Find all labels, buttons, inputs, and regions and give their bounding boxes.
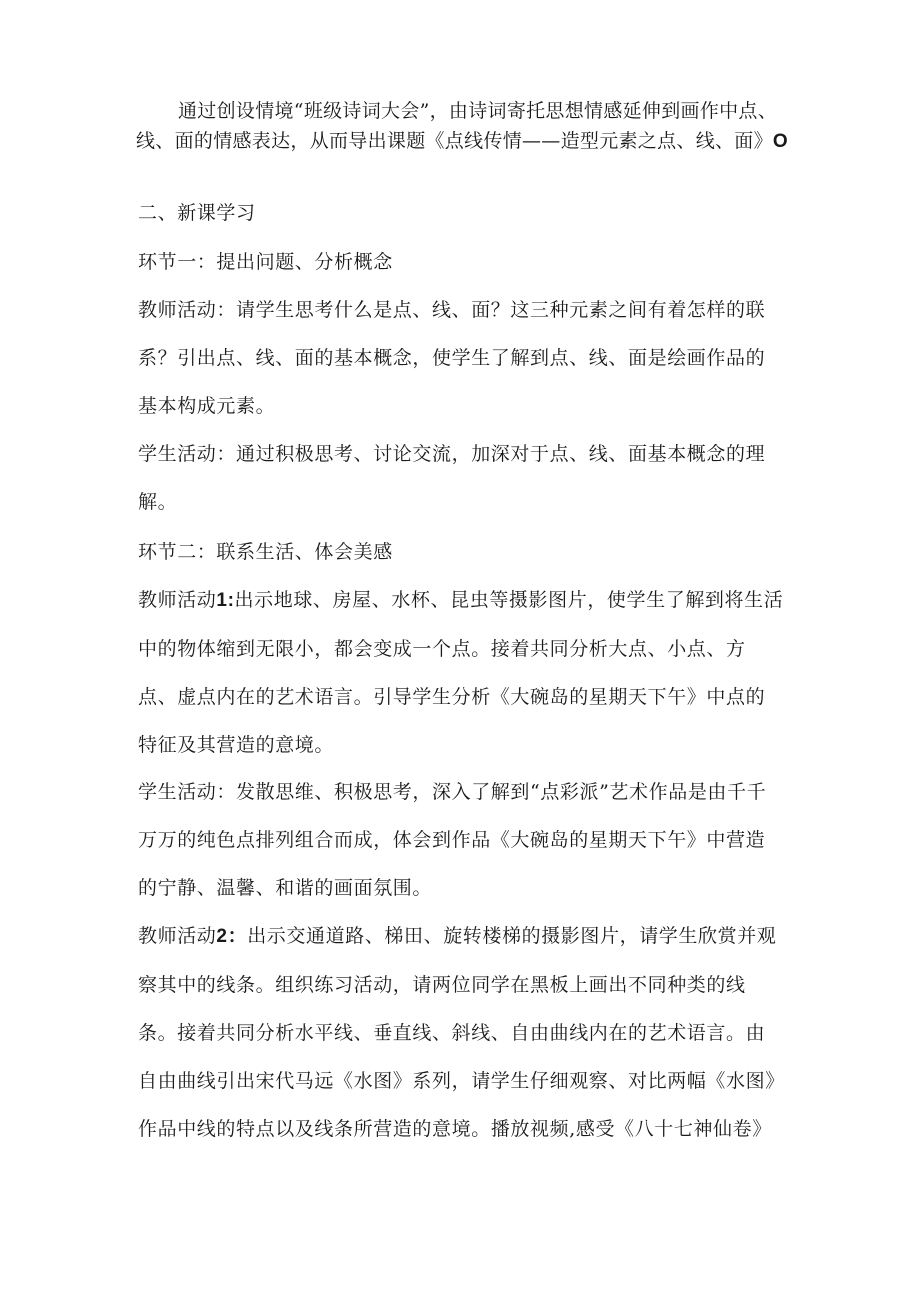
teacher1-label: 教师活动 xyxy=(138,589,217,611)
intro-text: 通过创设情境“班级诗词大会”，由诗词寄托思想情感延伸到画作中点、线、面的情感表达，从而导出课题《点线传情——造型元素之点、线、面》 xyxy=(136,100,778,152)
teacher1-number: 1: xyxy=(216,590,235,611)
teacher2-text: 出示交通道路、梯田、旋转楼梯的摄影图片，请学生欣赏并观察其中的线条。组织练习活动，请两位同学在黑板上画出不同种类的线条。接着共同分析水平线、垂直线、斜线、自由曲线内在的艺术语言。由自由曲线引出宋代马远《水图》系列，请学生仔细观察、对比两幅《水图》作品中线的特点以及线条所营造的意境。播放视频,感受《八十七神仙卷》 xyxy=(138,925,777,1140)
teacher2-number: 2： xyxy=(216,926,248,947)
part2-teacher-activity-1 xyxy=(138,576,784,769)
intro-end-mark: O xyxy=(772,131,788,152)
teacher1-text: 出示地球、房屋、水杯、昆虫等摄影图片，使学生了解到将生活中的物体缩到无限小，都会变成一个点。接着共同分析大点、小点、方点、虚点内在的艺术语言。引导学生分析《大碗岛的星期天下午》中点的特征及其营造的意境。 xyxy=(138,589,784,756)
part1-teacher-activity: 教师活动：请学生思考什么是点、线、面？这三种元素之间有着怎样的联系？引出点、线、面的基本概念，使学生了解到点、线、面是绘画作品的基本构成元素。 xyxy=(138,299,766,417)
part2-title: 环节二：联系生活、体会美感 xyxy=(138,541,393,563)
intro-paragraph xyxy=(136,96,802,157)
part1-student-activity: 学生活动：通过积极思考、讨论交流，加深对于点、线、面基本概念的理解。 xyxy=(138,443,766,513)
teacher2-label: 教师活动 xyxy=(138,925,217,947)
part2-student-activity-1: 学生活动：发散思维、积极思考，深入了解到“点彩派”艺术作品是由千千万万的纯色点排列组合而成，体会到作品《大碗岛的星期天下午》中营造的宁静、温馨、和谐的画面氛围。 xyxy=(138,781,767,899)
section-title: 二、新课学习 xyxy=(138,202,256,224)
part1-title: 环节一：提出问题、分析概念 xyxy=(138,251,393,273)
part2-teacher-activity-2 xyxy=(138,912,784,1153)
